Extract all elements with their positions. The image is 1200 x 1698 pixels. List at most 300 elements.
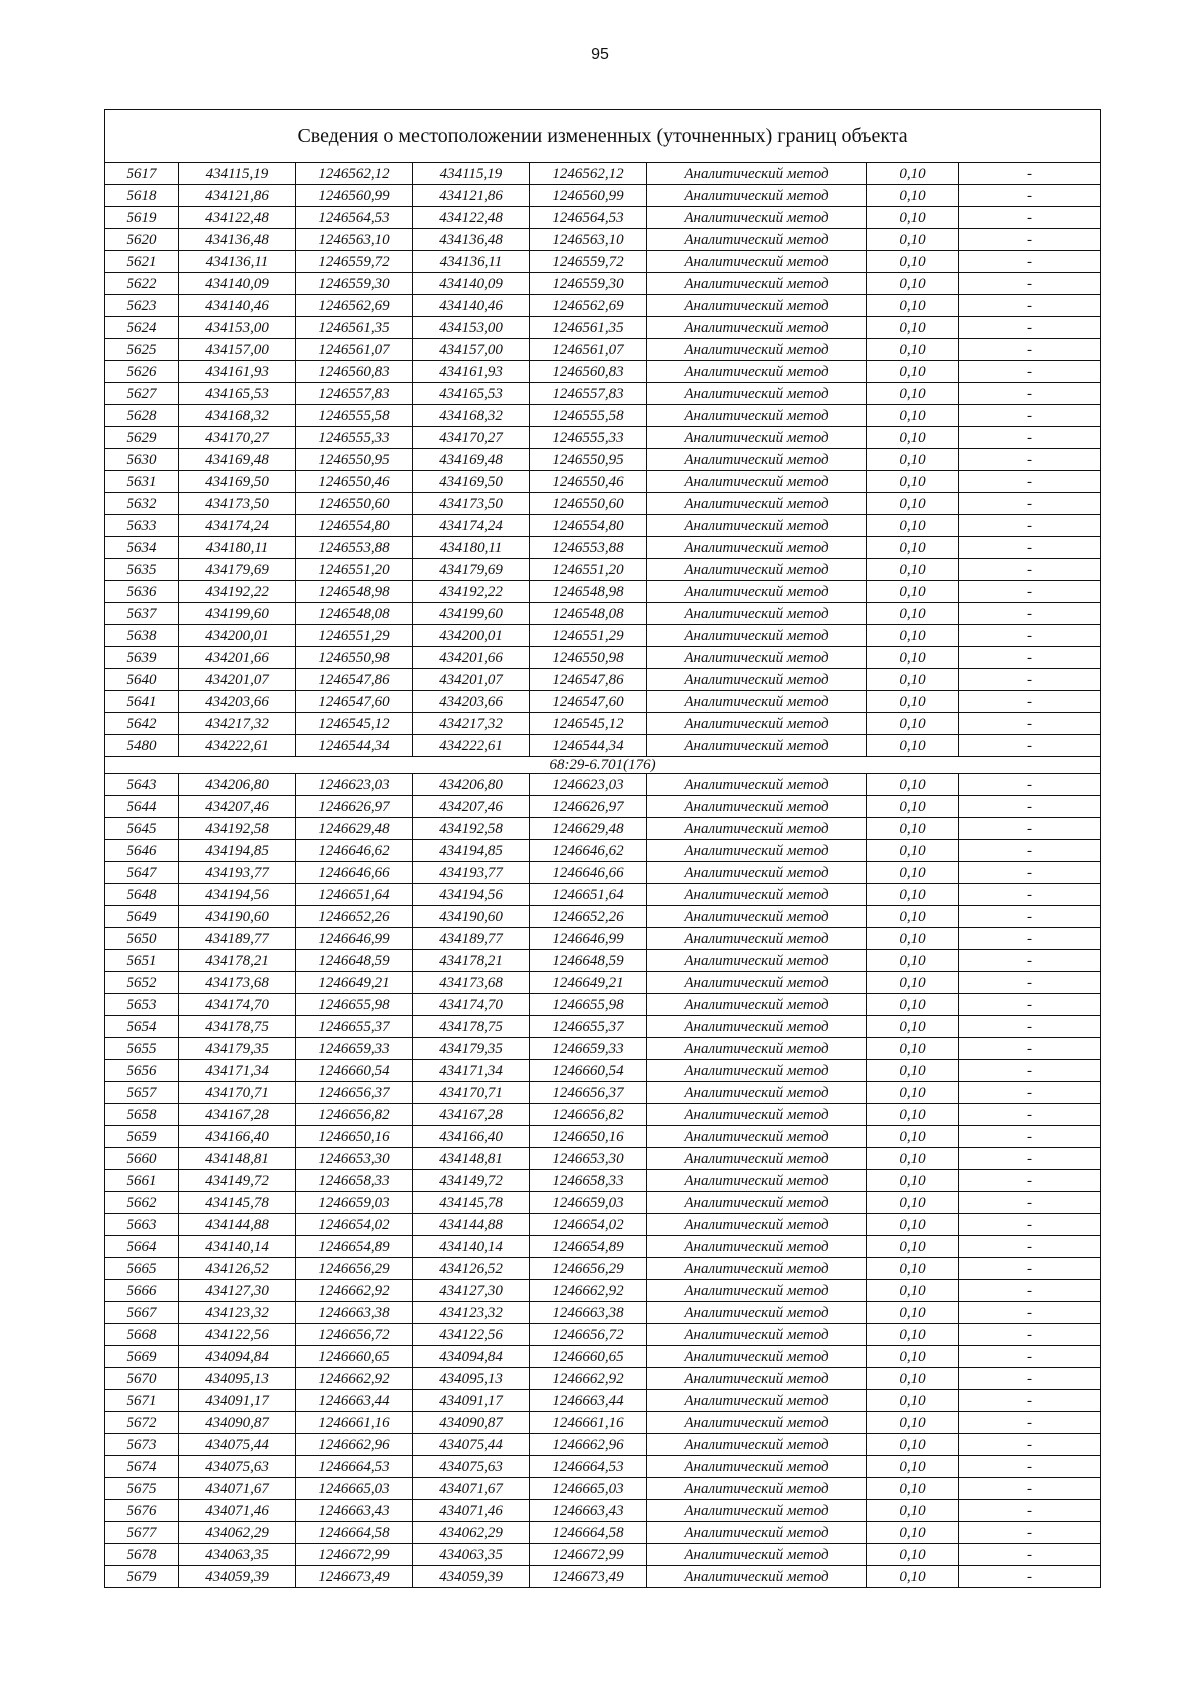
refined-y-cell: 1246652,26 [530, 906, 647, 928]
table-row [105, 559, 1101, 581]
method-cell: Аналитический метод [647, 559, 867, 581]
existing-x-cell: 434178,21 [179, 950, 296, 972]
existing-y-cell: 1246560,99 [296, 185, 413, 207]
refined-x-cell: 434178,75 [413, 1016, 530, 1038]
refined-y-cell: 1246548,98 [530, 581, 647, 603]
table-row [105, 774, 1101, 796]
table-row [105, 471, 1101, 493]
existing-y-cell: 1246559,72 [296, 251, 413, 273]
accuracy-cell: 0,10 [867, 1302, 959, 1324]
existing-x-cell: 434170,27 [179, 427, 296, 449]
table-title: Сведения о местоположении измененных (уточненных) границ объекта [105, 110, 1101, 163]
existing-y-cell: 1246555,33 [296, 427, 413, 449]
accuracy-cell: 0,10 [867, 1236, 959, 1258]
existing-x-cell: 434180,11 [179, 537, 296, 559]
refined-x-cell: 434145,78 [413, 1192, 530, 1214]
description-cell: - [959, 1522, 1101, 1544]
refined-y-cell: 1246547,60 [530, 691, 647, 713]
description-cell: - [959, 1148, 1101, 1170]
method-cell: Аналитический метод [647, 1566, 867, 1588]
point-number-cell: 5671 [105, 1390, 179, 1412]
existing-y-cell: 1246663,43 [296, 1500, 413, 1522]
method-cell: Аналитический метод [647, 1412, 867, 1434]
refined-y-cell: 1246656,29 [530, 1258, 647, 1280]
description-cell: - [959, 273, 1101, 295]
description-cell: - [959, 1456, 1101, 1478]
refined-y-cell: 1246673,49 [530, 1566, 647, 1588]
description-cell: - [959, 251, 1101, 273]
existing-y-cell: 1246561,07 [296, 339, 413, 361]
accuracy-cell: 0,10 [867, 1170, 959, 1192]
refined-x-cell: 434169,48 [413, 449, 530, 471]
description-cell: - [959, 840, 1101, 862]
existing-y-cell: 1246656,37 [296, 1082, 413, 1104]
accuracy-cell: 0,10 [867, 625, 959, 647]
point-number-cell: 5665 [105, 1258, 179, 1280]
existing-y-cell: 1246665,03 [296, 1478, 413, 1500]
existing-x-cell: 434170,71 [179, 1082, 296, 1104]
table-row [105, 1390, 1101, 1412]
method-cell: Аналитический метод [647, 1104, 867, 1126]
point-number-cell: 5660 [105, 1148, 179, 1170]
table-row [105, 405, 1101, 427]
description-cell: - [959, 1478, 1101, 1500]
refined-x-cell: 434075,63 [413, 1456, 530, 1478]
refined-x-cell: 434207,46 [413, 796, 530, 818]
accuracy-cell: 0,10 [867, 361, 959, 383]
refined-x-cell: 434189,77 [413, 928, 530, 950]
point-number-cell: 5663 [105, 1214, 179, 1236]
point-number-cell: 5623 [105, 295, 179, 317]
table-row [105, 1258, 1101, 1280]
description-cell: - [959, 1302, 1101, 1324]
point-number-cell: 5631 [105, 471, 179, 493]
method-cell: Аналитический метод [647, 735, 867, 757]
point-number-cell: 5632 [105, 493, 179, 515]
refined-x-cell: 434179,35 [413, 1038, 530, 1060]
point-number-cell: 5635 [105, 559, 179, 581]
table-row [105, 1082, 1101, 1104]
description-cell: - [959, 1126, 1101, 1148]
point-number-cell: 5620 [105, 229, 179, 251]
description-cell: - [959, 603, 1101, 625]
method-cell: Аналитический метод [647, 691, 867, 713]
description-cell: - [959, 1390, 1101, 1412]
table-row [105, 928, 1101, 950]
refined-x-cell: 434222,61 [413, 735, 530, 757]
method-cell: Аналитический метод [647, 862, 867, 884]
existing-y-cell: 1246656,82 [296, 1104, 413, 1126]
point-number-cell: 5640 [105, 669, 179, 691]
point-number-cell: 5625 [105, 339, 179, 361]
refined-y-cell: 1246655,98 [530, 994, 647, 1016]
description-cell: - [959, 471, 1101, 493]
accuracy-cell: 0,10 [867, 1478, 959, 1500]
table-row [105, 251, 1101, 273]
description-cell: - [959, 972, 1101, 994]
existing-x-cell: 434059,39 [179, 1566, 296, 1588]
existing-y-cell: 1246664,53 [296, 1456, 413, 1478]
accuracy-cell: 0,10 [867, 840, 959, 862]
existing-y-cell: 1246654,89 [296, 1236, 413, 1258]
existing-x-cell: 434169,50 [179, 471, 296, 493]
refined-y-cell: 1246559,72 [530, 251, 647, 273]
accuracy-cell: 0,10 [867, 1412, 959, 1434]
method-cell: Аналитический метод [647, 840, 867, 862]
existing-y-cell: 1246544,34 [296, 735, 413, 757]
refined-y-cell: 1246672,99 [530, 1544, 647, 1566]
accuracy-cell: 0,10 [867, 383, 959, 405]
table-row [105, 1192, 1101, 1214]
method-cell: Аналитический метод [647, 1258, 867, 1280]
existing-y-cell: 1246554,80 [296, 515, 413, 537]
existing-y-cell: 1246648,59 [296, 950, 413, 972]
accuracy-cell: 0,10 [867, 1082, 959, 1104]
description-cell: - [959, 1016, 1101, 1038]
method-cell: Аналитический метод [647, 1478, 867, 1500]
existing-x-cell: 434123,32 [179, 1302, 296, 1324]
point-number-cell: 5666 [105, 1280, 179, 1302]
method-cell: Аналитический метод [647, 1434, 867, 1456]
coordinates-table [104, 109, 1101, 1588]
table-row [105, 449, 1101, 471]
refined-y-cell: 1246545,12 [530, 713, 647, 735]
description-cell: - [959, 383, 1101, 405]
existing-y-cell: 1246550,98 [296, 647, 413, 669]
table-row [105, 1104, 1101, 1126]
refined-y-cell: 1246559,30 [530, 273, 647, 295]
table-row [105, 1456, 1101, 1478]
refined-y-cell: 1246654,02 [530, 1214, 647, 1236]
refined-x-cell: 434167,28 [413, 1104, 530, 1126]
refined-x-cell: 434136,11 [413, 251, 530, 273]
point-number-cell: 5627 [105, 383, 179, 405]
point-number-cell: 5670 [105, 1368, 179, 1390]
description-cell: - [959, 1104, 1101, 1126]
method-cell: Аналитический метод [647, 471, 867, 493]
existing-x-cell: 434121,86 [179, 185, 296, 207]
accuracy-cell: 0,10 [867, 735, 959, 757]
existing-y-cell: 1246553,88 [296, 537, 413, 559]
table-row [105, 185, 1101, 207]
refined-y-cell: 1246560,99 [530, 185, 647, 207]
refined-x-cell: 434140,09 [413, 273, 530, 295]
refined-y-cell: 1246653,30 [530, 1148, 647, 1170]
accuracy-cell: 0,10 [867, 339, 959, 361]
refined-x-cell: 434161,93 [413, 361, 530, 383]
existing-x-cell: 434094,84 [179, 1346, 296, 1368]
refined-x-cell: 434144,88 [413, 1214, 530, 1236]
existing-y-cell: 1246551,29 [296, 625, 413, 647]
accuracy-cell: 0,10 [867, 691, 959, 713]
method-cell: Аналитический метод [647, 1544, 867, 1566]
existing-x-cell: 434167,28 [179, 1104, 296, 1126]
table-row [105, 1016, 1101, 1038]
point-number-cell: 5634 [105, 537, 179, 559]
accuracy-cell: 0,10 [867, 251, 959, 273]
page-number: 95 [591, 46, 609, 63]
refined-x-cell: 434201,66 [413, 647, 530, 669]
point-number-cell: 5639 [105, 647, 179, 669]
refined-y-cell: 1246550,46 [530, 471, 647, 493]
existing-x-cell: 434166,40 [179, 1126, 296, 1148]
refined-y-cell: 1246662,96 [530, 1434, 647, 1456]
description-cell: - [959, 1236, 1101, 1258]
existing-y-cell: 1246561,35 [296, 317, 413, 339]
method-cell: Аналитический метод [647, 207, 867, 229]
method-cell: Аналитический метод [647, 1522, 867, 1544]
existing-y-cell: 1246547,86 [296, 669, 413, 691]
existing-y-cell: 1246548,08 [296, 603, 413, 625]
existing-y-cell: 1246663,44 [296, 1390, 413, 1412]
method-cell: Аналитический метод [647, 339, 867, 361]
accuracy-cell: 0,10 [867, 405, 959, 427]
refined-y-cell: 1246665,03 [530, 1478, 647, 1500]
description-cell: - [959, 906, 1101, 928]
existing-x-cell: 434194,85 [179, 840, 296, 862]
description-cell: - [959, 537, 1101, 559]
existing-x-cell: 434140,46 [179, 295, 296, 317]
point-number-cell: 5622 [105, 273, 179, 295]
method-cell: Аналитический метод [647, 1500, 867, 1522]
method-cell: Аналитический метод [647, 669, 867, 691]
point-number-cell: 5674 [105, 1456, 179, 1478]
accuracy-cell: 0,10 [867, 1500, 959, 1522]
existing-y-cell: 1246550,46 [296, 471, 413, 493]
point-number-cell: 5654 [105, 1016, 179, 1038]
refined-x-cell: 434168,32 [413, 405, 530, 427]
existing-x-cell: 434217,32 [179, 713, 296, 735]
method-cell: Аналитический метод [647, 1456, 867, 1478]
table-row [105, 1236, 1101, 1258]
refined-x-cell: 434179,69 [413, 559, 530, 581]
refined-x-cell: 434127,30 [413, 1280, 530, 1302]
accuracy-cell: 0,10 [867, 493, 959, 515]
existing-y-cell: 1246662,96 [296, 1434, 413, 1456]
existing-y-cell: 1246673,49 [296, 1566, 413, 1588]
refined-y-cell: 1246562,12 [530, 163, 647, 185]
table-row [105, 884, 1101, 906]
refined-x-cell: 434075,44 [413, 1434, 530, 1456]
existing-y-cell: 1246547,60 [296, 691, 413, 713]
existing-y-cell: 1246656,29 [296, 1258, 413, 1280]
existing-x-cell: 434122,48 [179, 207, 296, 229]
existing-y-cell: 1246660,54 [296, 1060, 413, 1082]
point-number-cell: 5662 [105, 1192, 179, 1214]
refined-x-cell: 434173,50 [413, 493, 530, 515]
refined-x-cell: 434090,87 [413, 1412, 530, 1434]
refined-y-cell: 1246550,98 [530, 647, 647, 669]
point-number-cell: 5646 [105, 840, 179, 862]
accuracy-cell: 0,10 [867, 928, 959, 950]
existing-x-cell: 434201,66 [179, 647, 296, 669]
accuracy-cell: 0,10 [867, 774, 959, 796]
refined-x-cell: 434062,29 [413, 1522, 530, 1544]
point-number-cell: 5659 [105, 1126, 179, 1148]
method-cell: Аналитический метод [647, 1082, 867, 1104]
existing-x-cell: 434144,88 [179, 1214, 296, 1236]
point-number-cell: 5644 [105, 796, 179, 818]
accuracy-cell: 0,10 [867, 1456, 959, 1478]
point-number-cell: 5655 [105, 1038, 179, 1060]
refined-x-cell: 434190,60 [413, 906, 530, 928]
point-number-cell: 5630 [105, 449, 179, 471]
existing-y-cell: 1246664,58 [296, 1522, 413, 1544]
method-cell: Аналитический метод [647, 427, 867, 449]
table-row [105, 339, 1101, 361]
refined-x-cell: 434140,46 [413, 295, 530, 317]
existing-x-cell: 434201,07 [179, 669, 296, 691]
refined-x-cell: 434063,35 [413, 1544, 530, 1566]
method-cell: Аналитический метод [647, 1126, 867, 1148]
table-row [105, 1566, 1101, 1588]
existing-y-cell: 1246562,12 [296, 163, 413, 185]
method-cell: Аналитический метод [647, 1324, 867, 1346]
refined-x-cell: 434121,86 [413, 185, 530, 207]
table-row [105, 735, 1101, 757]
point-number-cell: 5669 [105, 1346, 179, 1368]
accuracy-cell: 0,10 [867, 1346, 959, 1368]
refined-x-cell: 434165,53 [413, 383, 530, 405]
existing-y-cell: 1246557,83 [296, 383, 413, 405]
description-cell: - [959, 559, 1101, 581]
method-cell: Аналитический метод [647, 1148, 867, 1170]
table-row [105, 818, 1101, 840]
refined-y-cell: 1246656,72 [530, 1324, 647, 1346]
point-number-cell: 5656 [105, 1060, 179, 1082]
description-cell: - [959, 1258, 1101, 1280]
table-row [105, 383, 1101, 405]
point-number-cell: 5677 [105, 1522, 179, 1544]
description-cell: - [959, 735, 1101, 757]
table-row [105, 669, 1101, 691]
point-number-cell: 5651 [105, 950, 179, 972]
table-row [105, 581, 1101, 603]
description-cell: - [959, 1214, 1101, 1236]
accuracy-cell: 0,10 [867, 994, 959, 1016]
section-header-row [105, 757, 1101, 774]
accuracy-cell: 0,10 [867, 515, 959, 537]
accuracy-cell: 0,10 [867, 1258, 959, 1280]
refined-x-cell: 434059,39 [413, 1566, 530, 1588]
existing-x-cell: 434169,48 [179, 449, 296, 471]
refined-y-cell: 1246654,89 [530, 1236, 647, 1258]
accuracy-cell: 0,10 [867, 273, 959, 295]
method-cell: Аналитический метод [647, 647, 867, 669]
method-cell: Аналитический метод [647, 163, 867, 185]
method-cell: Аналитический метод [647, 185, 867, 207]
refined-y-cell: 1246646,62 [530, 840, 647, 862]
description-cell: - [959, 1566, 1101, 1588]
accuracy-cell: 0,10 [867, 1148, 959, 1170]
accuracy-cell: 0,10 [867, 669, 959, 691]
accuracy-cell: 0,10 [867, 884, 959, 906]
method-cell: Аналитический метод [647, 906, 867, 928]
refined-y-cell: 1246563,10 [530, 229, 647, 251]
point-number-cell: 5667 [105, 1302, 179, 1324]
method-cell: Аналитический метод [647, 1390, 867, 1412]
description-cell: - [959, 295, 1101, 317]
table-row [105, 647, 1101, 669]
refined-y-cell: 1246560,83 [530, 361, 647, 383]
refined-x-cell: 434136,48 [413, 229, 530, 251]
existing-x-cell: 434190,60 [179, 906, 296, 928]
method-cell: Аналитический метод [647, 774, 867, 796]
existing-y-cell: 1246662,92 [296, 1280, 413, 1302]
existing-y-cell: 1246658,33 [296, 1170, 413, 1192]
existing-y-cell: 1246550,95 [296, 449, 413, 471]
point-number-cell: 5624 [105, 317, 179, 339]
point-number-cell: 5652 [105, 972, 179, 994]
accuracy-cell: 0,10 [867, 317, 959, 339]
description-cell: - [959, 774, 1101, 796]
existing-x-cell: 434179,69 [179, 559, 296, 581]
table-row [105, 1280, 1101, 1302]
existing-x-cell: 434174,24 [179, 515, 296, 537]
table-row [105, 1148, 1101, 1170]
refined-x-cell: 434192,58 [413, 818, 530, 840]
existing-y-cell: 1246651,64 [296, 884, 413, 906]
existing-y-cell: 1246562,69 [296, 295, 413, 317]
point-number-cell: 5649 [105, 906, 179, 928]
method-cell: Аналитический метод [647, 1280, 867, 1302]
existing-x-cell: 434091,17 [179, 1390, 296, 1412]
description-cell: - [959, 1170, 1101, 1192]
refined-y-cell: 1246660,54 [530, 1060, 647, 1082]
existing-y-cell: 1246661,16 [296, 1412, 413, 1434]
table-row [105, 994, 1101, 1016]
existing-x-cell: 434136,11 [179, 251, 296, 273]
existing-y-cell: 1246626,97 [296, 796, 413, 818]
accuracy-cell: 0,10 [867, 1390, 959, 1412]
refined-y-cell: 1246663,38 [530, 1302, 647, 1324]
point-number-cell: 5673 [105, 1434, 179, 1456]
method-cell: Аналитический метод [647, 383, 867, 405]
point-number-cell: 5676 [105, 1500, 179, 1522]
existing-x-cell: 434148,81 [179, 1148, 296, 1170]
accuracy-cell: 0,10 [867, 1214, 959, 1236]
point-number-cell: 5480 [105, 735, 179, 757]
table-row [105, 796, 1101, 818]
point-number-cell: 5637 [105, 603, 179, 625]
description-cell: - [959, 405, 1101, 427]
method-cell: Аналитический метод [647, 251, 867, 273]
refined-y-cell: 1246561,07 [530, 339, 647, 361]
point-number-cell: 5650 [105, 928, 179, 950]
refined-x-cell: 434180,11 [413, 537, 530, 559]
refined-x-cell: 434140,14 [413, 1236, 530, 1258]
method-cell: Аналитический метод [647, 361, 867, 383]
existing-y-cell: 1246563,10 [296, 229, 413, 251]
point-number-cell: 5678 [105, 1544, 179, 1566]
existing-x-cell: 434062,29 [179, 1522, 296, 1544]
refined-x-cell: 434178,21 [413, 950, 530, 972]
refined-y-cell: 1246564,53 [530, 207, 647, 229]
refined-y-cell: 1246664,58 [530, 1522, 647, 1544]
method-cell: Аналитический метод [647, 1236, 867, 1258]
description-cell: - [959, 713, 1101, 735]
method-cell: Аналитический метод [647, 317, 867, 339]
description-cell: - [959, 796, 1101, 818]
existing-y-cell: 1246623,03 [296, 774, 413, 796]
description-cell: - [959, 862, 1101, 884]
table-row [105, 515, 1101, 537]
refined-x-cell: 434094,84 [413, 1346, 530, 1368]
refined-y-cell: 1246656,82 [530, 1104, 647, 1126]
existing-y-cell: 1246564,53 [296, 207, 413, 229]
point-number-cell: 5675 [105, 1478, 179, 1500]
accuracy-cell: 0,10 [867, 1368, 959, 1390]
